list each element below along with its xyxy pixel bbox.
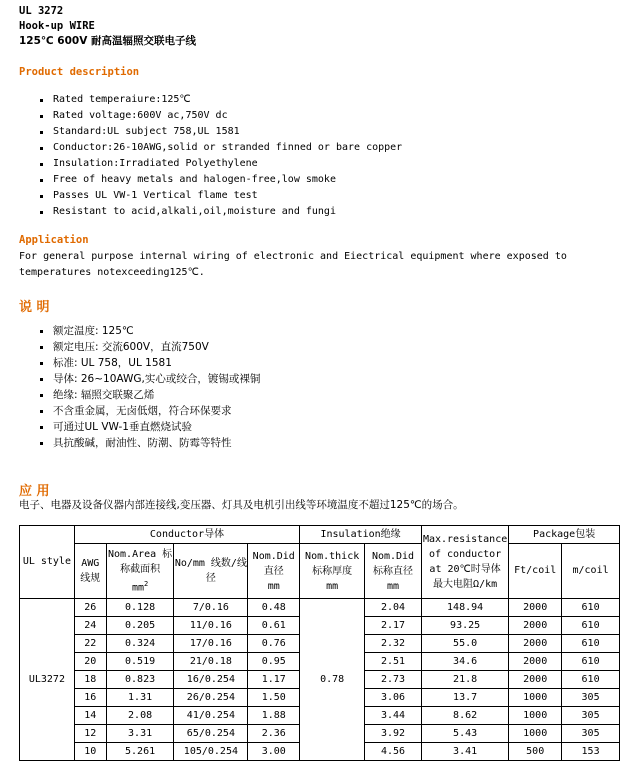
col-nom-thick: Nom.thick 标称厚度 mm	[300, 544, 365, 599]
thick-unit: mm	[326, 580, 339, 592]
cell-area: 0.519	[106, 653, 174, 671]
cell-m: 610	[562, 671, 620, 689]
ul-style-cell: UL3272	[20, 599, 75, 761]
list-item: 可通过UL VW-1垂直燃烧试验	[38, 419, 260, 435]
cell-res: 3.41	[421, 743, 508, 761]
col-ul-style: UL style	[20, 526, 75, 599]
cell-area: 5.261	[106, 743, 174, 761]
cell-res: 13.7	[421, 689, 508, 707]
cell-nomm: 7/0.16	[174, 599, 248, 617]
cell-res: 5.43	[421, 725, 508, 743]
application-text-line1: For general purpose internal wiring of electronic and Eiectrical equipment where exposed to	[19, 251, 567, 262]
cell-nomm: 105/0.254	[174, 743, 248, 761]
list-item: Rated temperaiure:125℃	[38, 92, 402, 108]
cell-awg: 18	[74, 671, 106, 689]
list-item: 不含重金属，无卤低烟，符合环保要求	[38, 403, 260, 419]
cell-m: 305	[562, 725, 620, 743]
col-nom-area: Nom.Area 标称截面积 $mm^2$	[106, 544, 174, 599]
list-item: Resistant to acid,alkali,oil,moisture and fungi	[38, 204, 402, 220]
cell-area: 1.31	[106, 689, 174, 707]
col-ft-coil: Ft/coil	[509, 544, 562, 599]
shuoming-heading: 说 明	[19, 300, 50, 315]
cell-res: 8.62	[421, 707, 508, 725]
cell-m: 610	[562, 617, 620, 635]
cell-dia: 0.48	[248, 599, 300, 617]
cell-awg: 20	[74, 653, 106, 671]
col-awg: AWG 线规	[74, 544, 106, 599]
list-item: 绝缘: 辐照交联聚乙烯	[38, 387, 260, 403]
cell-awg: 12	[74, 725, 106, 743]
cell-ft: 2000	[509, 617, 562, 635]
application-text-line2: temperatures notexceeding125℃.	[19, 267, 205, 278]
cell-ft: 1000	[509, 707, 562, 725]
cell-dia: 1.17	[248, 671, 300, 689]
list-item: Standard:UL subject 758,UL 1581	[38, 124, 402, 140]
cell-area: 0.205	[106, 617, 174, 635]
spec-title-cn: 125℃ 600V 耐高温辐照交联电子线	[19, 35, 196, 47]
cell-res: 21.8	[421, 671, 508, 689]
application-heading: Application	[19, 234, 89, 246]
cell-ins: 3.06	[365, 689, 422, 707]
list-item: 额定温度: 125℃	[38, 323, 260, 339]
group-insulation: Insulation绝缘	[300, 526, 422, 544]
cell-ins: 2.73	[365, 671, 422, 689]
list-item: Conductor:26-10AWG,solid or stranded finned or bare copper	[38, 140, 402, 156]
cell-ins: 2.04	[365, 599, 422, 617]
cell-dia: 0.76	[248, 635, 300, 653]
list-item: 具抗酸碱，耐油性、防潮、防霉等特性	[38, 435, 260, 451]
cell-nomm: 26/0.254	[174, 689, 248, 707]
cell-awg: 14	[74, 707, 106, 725]
cell-nomm: 21/0.18	[174, 653, 248, 671]
group-package: Package包装	[509, 526, 620, 544]
list-item: 导体: 26~10AWG,实心或绞合，镀锡或裸铜	[38, 371, 260, 387]
cell-ins: 2.32	[365, 635, 422, 653]
cell-awg: 22	[74, 635, 106, 653]
cell-dia: 2.36	[248, 725, 300, 743]
table-row	[20, 599, 620, 617]
list-item: Rated voltage:600V ac,750V dc	[38, 108, 402, 124]
cell-res: 34.6	[421, 653, 508, 671]
list-item: Free of heavy metals and halogen-free,low smoke	[38, 172, 402, 188]
ins-dia-unit: mm	[387, 580, 400, 592]
dia-unit: mm	[267, 580, 280, 592]
cell-m: 305	[562, 707, 620, 725]
cell-ft: 500	[509, 743, 562, 761]
cell-ins: 2.51	[365, 653, 422, 671]
cell-m: 610	[562, 635, 620, 653]
cell-ins: 4.56	[365, 743, 422, 761]
area-unit: mm	[131, 582, 144, 594]
cell-dia: 1.50	[248, 689, 300, 707]
col-nom-dia: Nom.Did 直径 mm	[248, 544, 300, 599]
cell-m: 610	[562, 599, 620, 617]
cell-ins: 3.92	[365, 725, 422, 743]
group-conductor: Conductor导体	[74, 526, 299, 544]
list-item: 额定电压: 交流600V，直流750V	[38, 339, 260, 355]
spec-table	[19, 525, 620, 761]
cell-nomm: 41/0.254	[174, 707, 248, 725]
cell-awg: 10	[74, 743, 106, 761]
cell-area: 0.823	[106, 671, 174, 689]
cell-dia: 1.88	[248, 707, 300, 725]
list-item: Passes UL VW-1 Vertical flame test	[38, 188, 402, 204]
cell-res: 93.25	[421, 617, 508, 635]
shuoming-list	[38, 323, 260, 451]
col-m-coil: m/coil	[562, 544, 620, 599]
cell-m: 305	[562, 689, 620, 707]
cell-nomm: 17/0.16	[174, 635, 248, 653]
cell-dia: 3.00	[248, 743, 300, 761]
cell-m: 610	[562, 653, 620, 671]
cell-nomm: 11/0.16	[174, 617, 248, 635]
cell-area: 0.128	[106, 599, 174, 617]
cell-ft: 2000	[509, 635, 562, 653]
cell-ft: 2000	[509, 671, 562, 689]
cell-m: 153	[562, 743, 620, 761]
list-item: Insulation:Irradiated Polyethylene	[38, 156, 402, 172]
product-description-list	[38, 92, 402, 220]
yingyong-heading: 应 用	[19, 484, 50, 499]
cell-awg: 16	[74, 689, 106, 707]
cell-awg: 26	[74, 599, 106, 617]
col-no-mm: No/mm 线数/线径	[174, 544, 248, 599]
model-title: UL 3272	[19, 5, 64, 17]
thick-cell: 0.78	[300, 599, 365, 761]
cell-dia: 0.61	[248, 617, 300, 635]
cell-ins: 3.44	[365, 707, 422, 725]
product-type: Hook-up WIRE	[19, 20, 95, 32]
cell-awg: 24	[74, 617, 106, 635]
group-resistance: Max.resistance of conductor at 20℃时导体 最大电阻Ω/km	[421, 526, 508, 599]
cell-ft: 2000	[509, 599, 562, 617]
cell-area: 0.324	[106, 635, 174, 653]
list-item: 标准: UL 758，UL 1581	[38, 355, 260, 371]
cell-nomm: 65/0.254	[174, 725, 248, 743]
product-description-heading: Product description	[19, 66, 140, 78]
cell-ft: 1000	[509, 689, 562, 707]
cell-res: 55.0	[421, 635, 508, 653]
cell-dia: 0.95	[248, 653, 300, 671]
cell-ft: 2000	[509, 653, 562, 671]
yingyong-text: 电子、电器及设备仪器内部连接线,变压器、灯具及电机引出线等环境温度不超过125℃的场合。	[19, 499, 464, 511]
cell-nomm: 16/0.254	[174, 671, 248, 689]
col-ins-dia: Nom.Did 标称直径 mm	[365, 544, 422, 599]
cell-area: 2.08	[106, 707, 174, 725]
cell-ins: 2.17	[365, 617, 422, 635]
cell-res: 148.94	[421, 599, 508, 617]
cell-ft: 1000	[509, 725, 562, 743]
cell-area: 3.31	[106, 725, 174, 743]
